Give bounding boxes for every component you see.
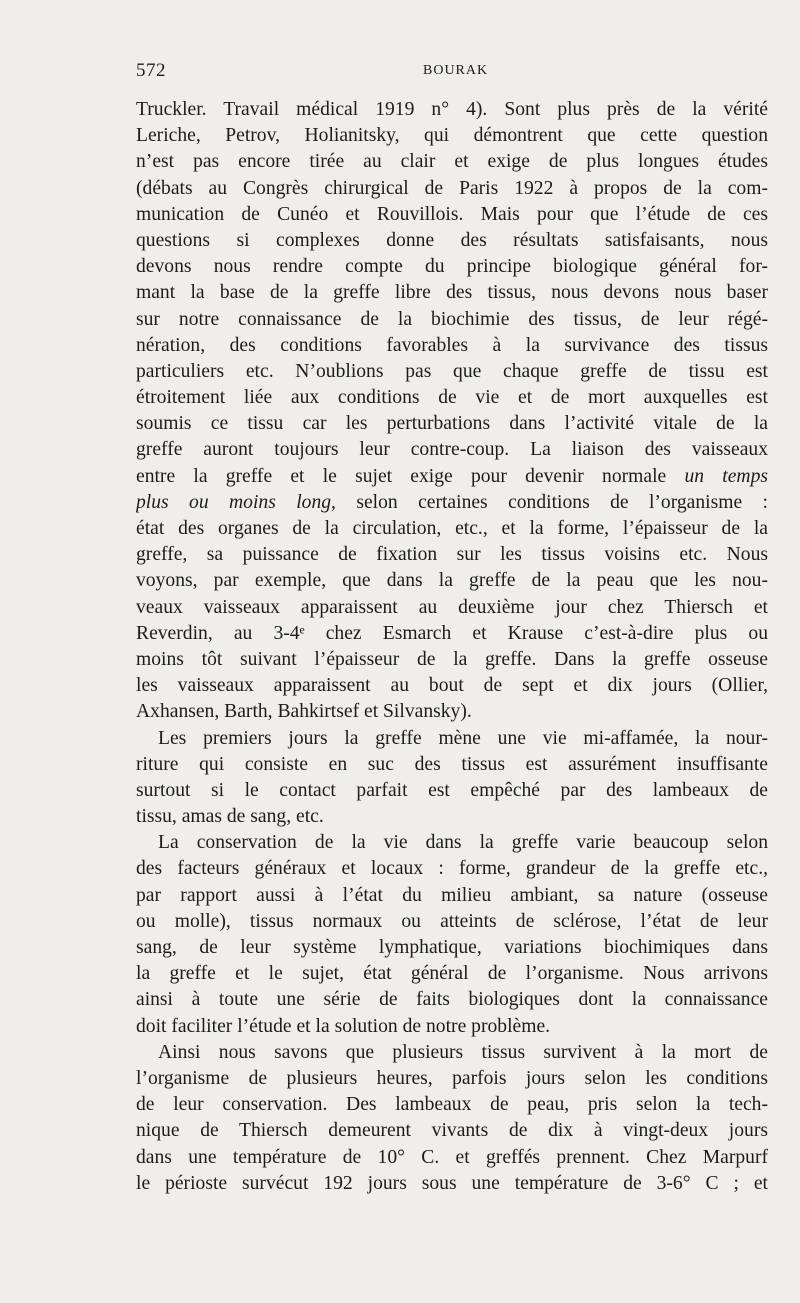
text-line: greffe, sa puissance de fixation sur les tissus voisins etc. Nous bbox=[136, 544, 768, 566]
text-line: ou molle), tissus normaux ou atteints de sclérose, l’état de leur bbox=[136, 910, 768, 932]
text-line: greffe auront toujours leur contre-coup. La liaison des vaisseaux bbox=[136, 439, 768, 461]
text-line: soumis ce tissu car les perturbations dans l’activité vitale de la bbox=[136, 413, 768, 435]
text-line: Ainsi nous savons que plusieurs tissus survivent à la mort de bbox=[158, 1041, 768, 1063]
text-line: n’est pas encore tirée au clair et exige de plus longues études bbox=[136, 151, 768, 173]
text-line: Leriche, Petrov, Holianitsky, qui démontrent que cette question bbox=[136, 125, 768, 147]
text-line: tissu, amas de sang, etc. bbox=[136, 806, 324, 828]
text-line: Reverdin, au 3-4ᵉ chez Esmarch et Krause c’est-à-dire plus ou bbox=[136, 622, 768, 644]
text-line: étroitement liée aux conditions de vie et de mort auxquelles est bbox=[136, 387, 768, 409]
text-line: l’organisme de plusieurs heures, parfois jours selon les conditions bbox=[136, 1067, 768, 1089]
text-segment: entre la greffe et le sujet exige pour devenir normale bbox=[136, 465, 685, 487]
body-text bbox=[136, 97, 768, 1197]
text-segment: selon certaines conditions de l’organisme : bbox=[356, 491, 768, 513]
text-line: surtout si le contact parfait est empêché par des lambeaux de bbox=[136, 779, 768, 801]
text-line: ainsi à toute une série de faits biologiques dont la connaissance bbox=[136, 989, 768, 1011]
text-line-mixed bbox=[136, 464, 768, 490]
page-number: 572 bbox=[136, 60, 166, 81]
text-line: le périoste survécut 192 jours sous une température de 3-6° C ; et bbox=[136, 1172, 768, 1194]
italic-text: un temps bbox=[684, 465, 768, 487]
text-line: devons nous rendre compte du principe biologique général for- bbox=[136, 256, 768, 278]
text-line: état des organes de la circulation, etc., et la forme, l’épaisseur de la bbox=[136, 518, 768, 539]
text-line: moins tôt suivant l’épaisseur de la greffe. Dans la greffe osseuse bbox=[136, 648, 768, 670]
text-line: de leur conservation. Des lambeaux de peau, pris selon la tech- bbox=[136, 1094, 768, 1116]
text-line: questions si complexes donne des résultats satisfaisants, nous bbox=[136, 229, 768, 251]
text-line: La conservation de la vie dans la greffe varie beaucoup selon bbox=[158, 832, 768, 854]
text-line: Truckler. Travail médical 1919 n° 4). Sont plus près de la vérité bbox=[136, 99, 768, 120]
text-line: des facteurs généraux et locaux : forme, grandeur de la greffe etc., bbox=[136, 858, 768, 880]
italic-text: plus ou moins long, bbox=[136, 491, 336, 513]
page-header bbox=[136, 60, 768, 84]
text-line: munication de Cunéo et Rouvillois. Mais pour que l’étude de ces bbox=[136, 203, 768, 225]
text-line: Axhansen, Barth, Bahkirtsef et Silvansky). bbox=[136, 701, 472, 723]
text-line: particuliers etc. N’oublions pas que chaque greffe de tissu est bbox=[136, 360, 768, 382]
text-line: veaux vaisseaux apparaissent au deuxième jour chez Thiersch et bbox=[136, 596, 768, 618]
running-head: BOURAK bbox=[423, 63, 489, 78]
text-line: voyons, par exemple, que dans la greffe de la peau que les nou- bbox=[136, 570, 768, 592]
text-line: sur notre connaissance de la biochimie des tissus, de leur régé- bbox=[136, 308, 768, 330]
text-line: sang, de leur système lymphatique, variations biochimiques dans bbox=[136, 937, 768, 958]
text-line: riture qui consiste en suc des tissus est assurément insuffisante bbox=[136, 753, 768, 775]
text-line: (débats au Congrès chirurgical de Paris 1922 à propos de la com- bbox=[136, 177, 768, 199]
text-line: mant la base de la greffe libre des tissus, nous devons nous baser bbox=[136, 282, 768, 304]
text-line: Les premiers jours la greffe mène une vie mi-affamée, la nour- bbox=[158, 727, 768, 749]
text-line: les vaisseaux apparaissent au bout de sept et dix jours (Ollier, bbox=[136, 675, 768, 697]
text-line: par rapport aussi à l’état du milieu ambiant, sa nature (osseuse bbox=[136, 884, 768, 906]
text-line-mixed bbox=[136, 490, 768, 516]
text-line: dans une température de 10° C. et greffés prennent. Chez Marpurf bbox=[136, 1146, 768, 1168]
text-line: doit faciliter l’étude et la solution de notre problème. bbox=[136, 1015, 551, 1037]
text-line: nique de Thiersch demeurent vivants de dix à vingt-deux jours bbox=[136, 1120, 768, 1142]
text-line: la greffe et le sujet, état général de l’organisme. Nous arrivons bbox=[136, 963, 768, 985]
text-line: nération, des conditions favorables à la survivance des tissus bbox=[136, 334, 768, 356]
